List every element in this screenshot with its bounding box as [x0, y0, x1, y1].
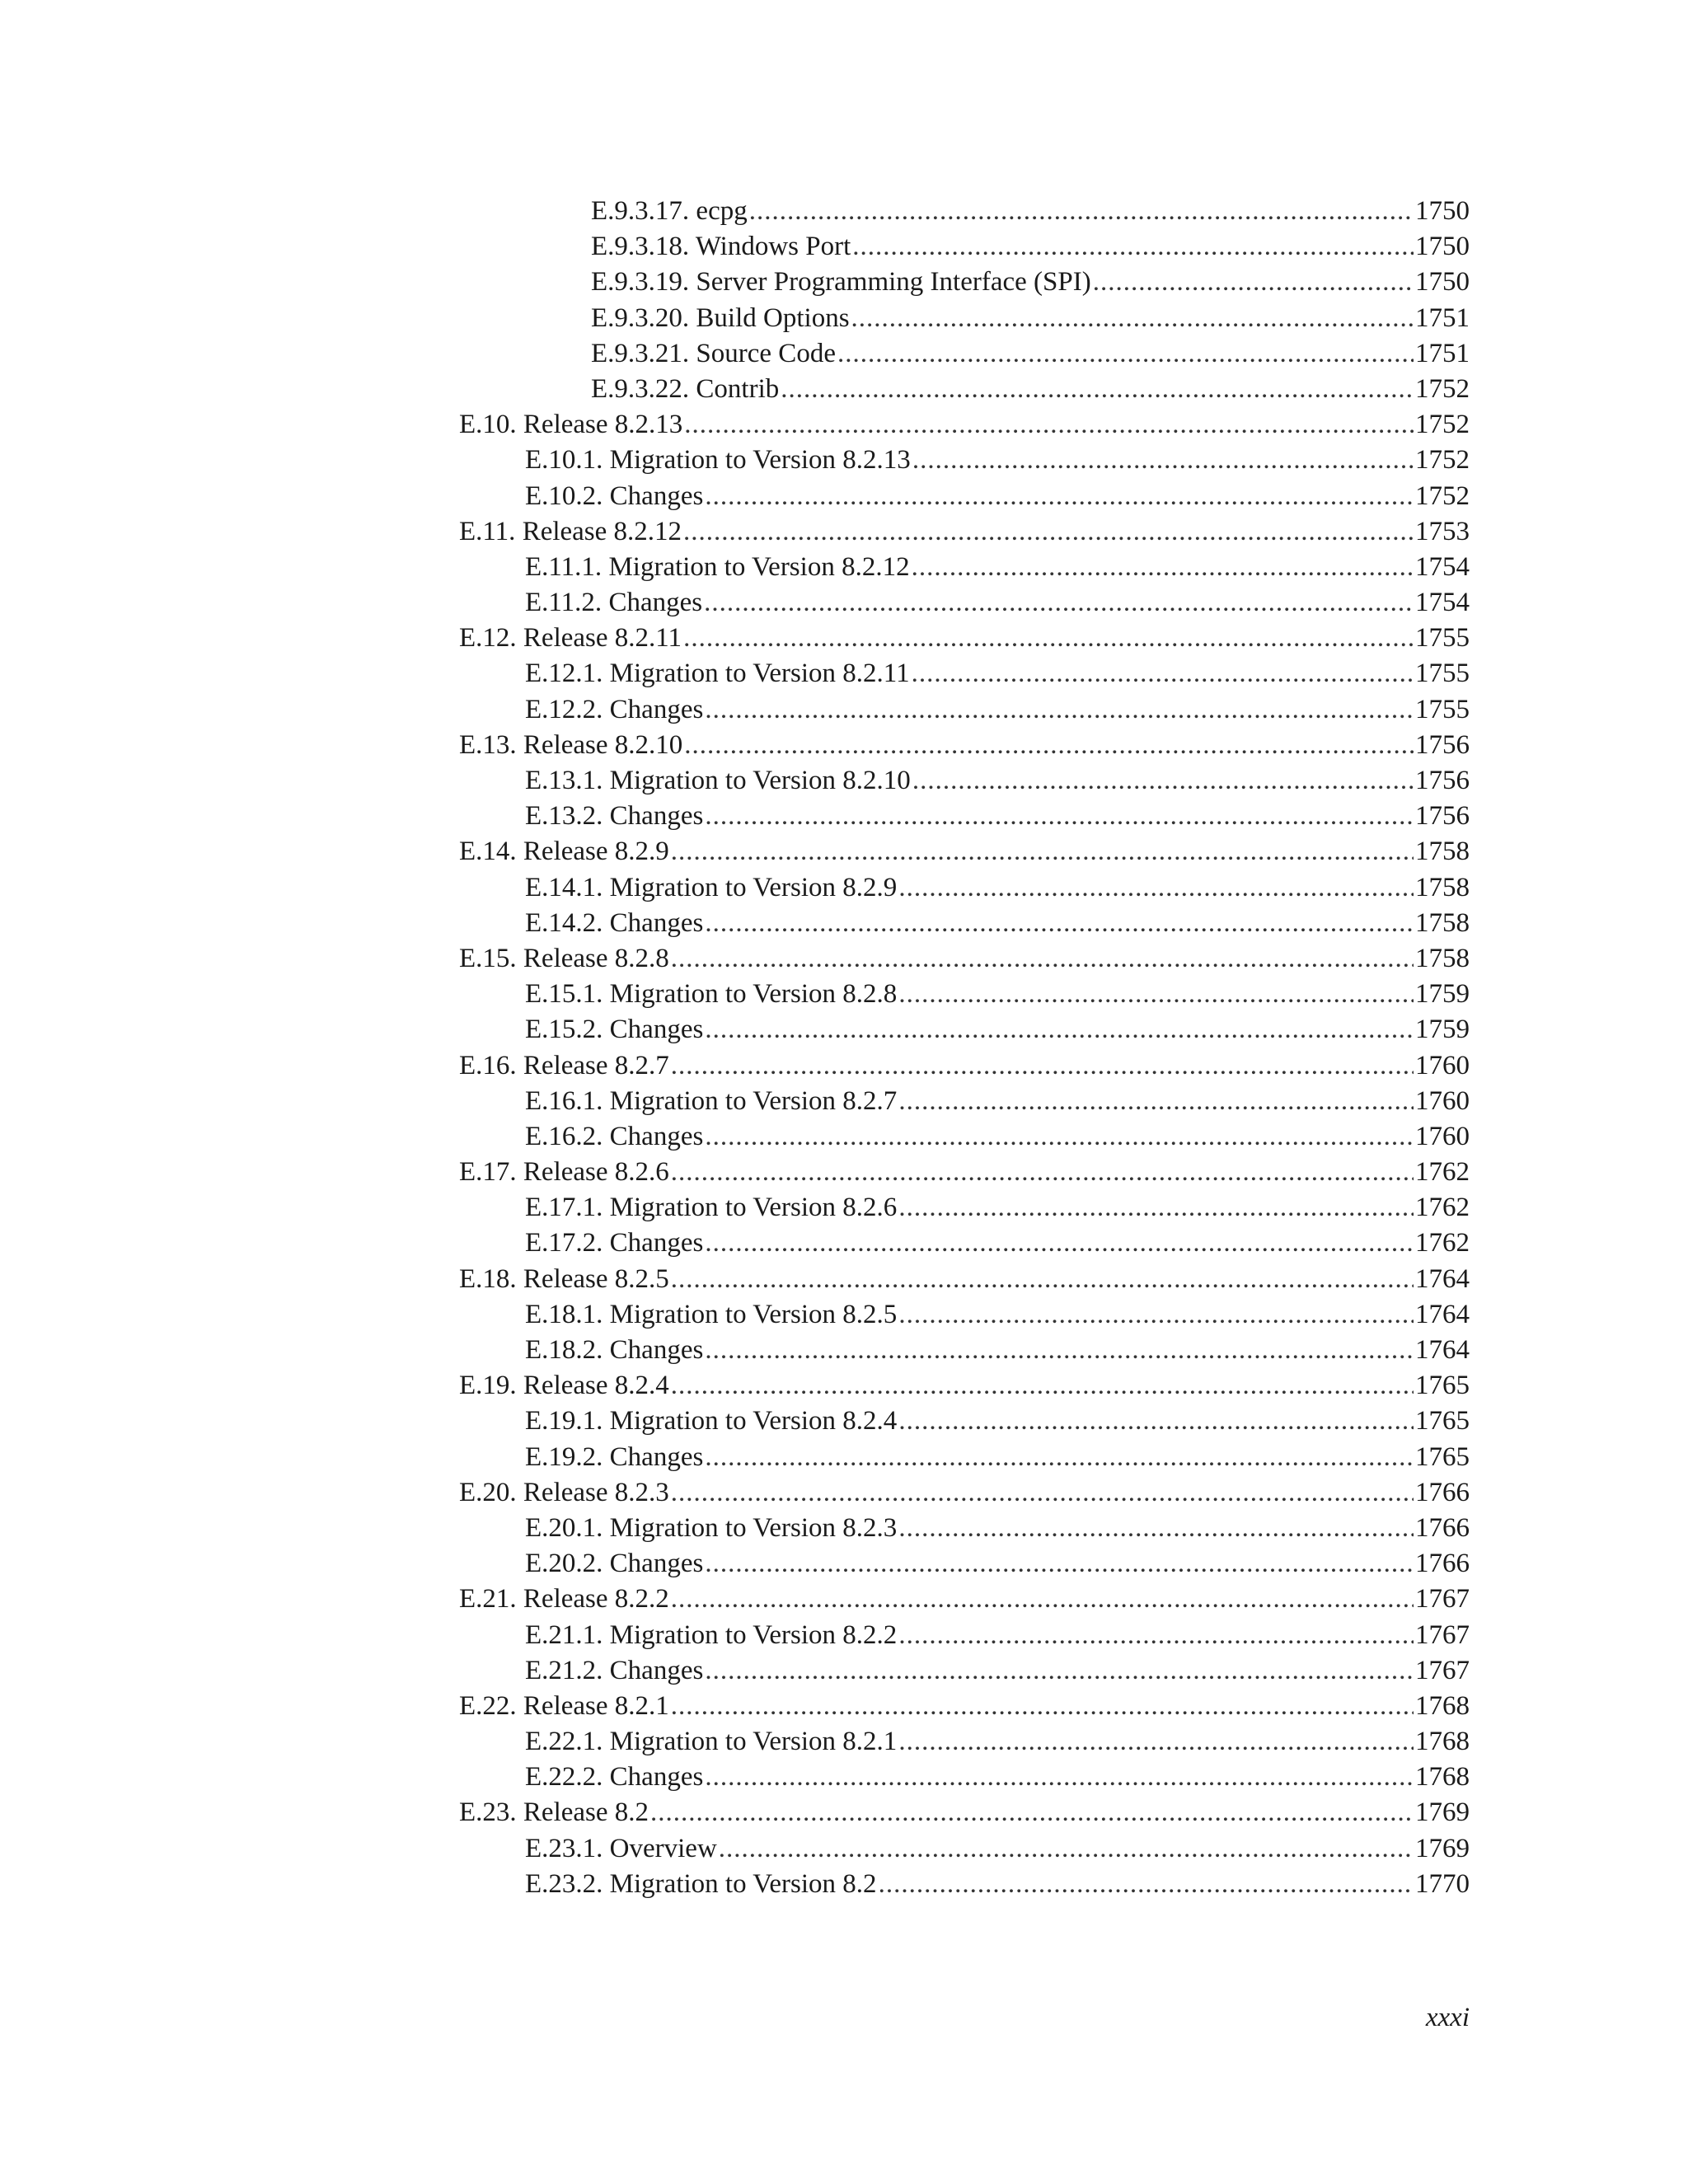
dot-leader — [912, 550, 1414, 585]
toc-entry-number: E.12. — [459, 623, 517, 654]
toc-entry-title: Changes — [608, 588, 703, 618]
toc-entry-title: Release 8.2.3 — [523, 1477, 669, 1507]
toc-entry-label — [525, 799, 703, 834]
toc-entry-number: E.21.2. — [525, 1655, 603, 1685]
toc-entry-title: Release 8.2.7 — [523, 1050, 669, 1080]
toc-entry-number: E.22.2. — [525, 1762, 603, 1793]
dot-leader — [705, 479, 1414, 514]
toc-entry-page-number: 1759 — [1415, 1015, 1470, 1045]
toc-entry-title: Changes — [609, 801, 704, 832]
toc-entry-page-number: 1752 — [1415, 445, 1470, 476]
toc-entry-page-number: 1758 — [1415, 907, 1470, 938]
toc-entry-number: E.23.2. — [525, 1868, 603, 1899]
toc-entry-title: Migration to Version 8.2.1 — [609, 1727, 898, 1757]
toc-entry-label — [459, 514, 682, 550]
toc-entry-number: E.9.3.21. — [591, 338, 690, 368]
toc-entry-page-number: 1770 — [1415, 1868, 1470, 1899]
toc-entry-number: E.16.1. — [525, 1085, 603, 1116]
toc-entry[interactable] — [459, 1048, 1470, 1084]
toc-entry-page-number: 1765 — [1415, 1441, 1470, 1472]
toc-entry-title: Changes — [609, 1335, 704, 1365]
toc-entry-title: Migration to Version 8.2.3 — [609, 1512, 898, 1543]
toc-entry[interactable] — [459, 870, 1470, 906]
toc-entry-label — [525, 1760, 703, 1795]
toc-entry-label — [525, 763, 911, 799]
toc-entry[interactable] — [459, 656, 1470, 691]
toc-entry-number: E.9.3.20. — [591, 302, 690, 333]
toc-entry-number: E.10.2. — [525, 480, 603, 511]
toc-entry-number: E.15. — [459, 943, 517, 973]
toc-entry-title: Changes — [609, 480, 704, 511]
dot-leader — [898, 977, 1414, 1012]
dot-leader — [671, 1475, 1414, 1511]
toc-entry-label — [525, 1831, 717, 1867]
toc-entry[interactable] — [459, 941, 1470, 977]
toc-entry-number: E.11.1. — [525, 551, 603, 582]
dot-leader — [912, 443, 1414, 478]
toc-entry-number: E.13. — [459, 729, 517, 760]
dot-leader — [671, 1155, 1414, 1190]
toc-entry-page-number: 1768 — [1415, 1762, 1470, 1793]
dot-leader — [837, 336, 1414, 372]
toc-entry-title: Release 8.2.1 — [523, 1690, 669, 1721]
toc-entry-page-number: 1752 — [1415, 373, 1470, 404]
dot-leader — [671, 1048, 1414, 1084]
toc-entry-label — [525, 1297, 897, 1333]
toc-entry-page-number: 1760 — [1415, 1121, 1470, 1151]
toc-entry-page-number: 1764 — [1415, 1263, 1470, 1294]
toc-entry-number: E.11. — [459, 516, 516, 546]
dot-leader — [705, 1226, 1414, 1261]
toc-entry-number: E.19.1. — [525, 1406, 603, 1436]
toc-entry-number: E.14.2. — [525, 907, 603, 938]
dot-leader — [1093, 265, 1414, 300]
toc-entry-page-number: 1753 — [1415, 516, 1470, 546]
dot-leader — [898, 1190, 1414, 1226]
toc-entry-label — [525, 1190, 897, 1226]
toc-entry-page-number: 1754 — [1415, 588, 1470, 618]
toc-entry[interactable] — [459, 906, 1470, 941]
toc-entry-label — [525, 977, 897, 1012]
toc-entry-number: E.11.2. — [525, 588, 603, 618]
dot-leader — [705, 1546, 1414, 1582]
toc-entry[interactable] — [459, 977, 1470, 1012]
toc-entry-number: E.9.3.17. — [591, 196, 690, 226]
toc-entry[interactable] — [459, 1333, 1470, 1368]
toc-entry-number: E.17.2. — [525, 1228, 603, 1258]
toc-entry-title: Migration to Version 8.2.4 — [609, 1406, 898, 1436]
toc-entry-title: Release 8.2.9 — [523, 837, 669, 867]
toc-entry-number: E.21.1. — [525, 1619, 603, 1650]
dot-leader — [671, 1582, 1414, 1617]
dot-leader — [898, 1404, 1414, 1439]
toc-entry-number: E.20.1. — [525, 1512, 603, 1543]
toc-entry[interactable] — [459, 443, 1470, 478]
toc-entry-page-number: 1769 — [1415, 1797, 1470, 1828]
toc-entry-label — [525, 1084, 897, 1119]
toc-entry-label — [459, 621, 682, 656]
toc-entry-page-number: 1765 — [1415, 1406, 1470, 1436]
toc-entry-title: Release 8.2.8 — [523, 943, 669, 973]
toc-entry-title: Release 8.2.12 — [522, 516, 682, 546]
toc-entry-page-number: 1752 — [1415, 410, 1470, 440]
toc-entry[interactable] — [459, 1155, 1470, 1190]
toc-entry-page-number: 1756 — [1415, 729, 1470, 760]
toc-entry-title: Release 8.2 — [523, 1797, 649, 1828]
dot-leader — [684, 407, 1414, 443]
toc-entry-page-number: 1766 — [1415, 1512, 1470, 1543]
toc-entry-title: Release 8.2.6 — [523, 1157, 669, 1188]
toc-entry-title: Release 8.2.10 — [523, 729, 683, 760]
toc-entry-label — [591, 301, 850, 336]
toc-entry-label — [525, 1333, 703, 1368]
toc-entry[interactable] — [459, 1582, 1470, 1617]
toc-entry-label — [459, 1689, 669, 1724]
dot-leader — [898, 870, 1414, 906]
toc-entry-page-number: 1768 — [1415, 1727, 1470, 1757]
toc-entry[interactable] — [459, 1475, 1470, 1511]
toc-entry-number: E.18.1. — [525, 1299, 603, 1329]
toc-entry-page-number: 1756 — [1415, 766, 1470, 795]
dot-leader — [671, 1262, 1414, 1297]
dot-leader — [650, 1795, 1414, 1830]
toc-entry[interactable] — [459, 372, 1470, 407]
toc-entry[interactable] — [459, 514, 1470, 550]
toc-entry-page-number: 1751 — [1415, 338, 1470, 368]
toc-entry[interactable] — [459, 1511, 1470, 1546]
toc-entry-page-number: 1764 — [1415, 1299, 1470, 1329]
toc-entry-label — [591, 229, 851, 265]
toc-entry-title: Migration to Version 8.2.11 — [609, 658, 910, 689]
toc-entry-page-number: 1767 — [1415, 1655, 1470, 1685]
toc-entry-title: Changes — [609, 1655, 704, 1685]
dot-leader — [683, 621, 1414, 656]
dot-leader — [683, 514, 1414, 550]
toc-entry-label — [525, 656, 910, 691]
dot-leader — [898, 1618, 1414, 1653]
toc-entry-number: E.21. — [459, 1584, 517, 1615]
toc-entry-title: Migration to Version 8.2.12 — [608, 551, 910, 582]
toc-entry-page-number: 1766 — [1415, 1549, 1470, 1579]
toc-entry-number: E.13.2. — [525, 801, 603, 832]
toc-entry-label — [459, 1475, 669, 1511]
toc-entry-page-number: 1758 — [1415, 872, 1470, 902]
toc-entry-page-number: 1750 — [1415, 267, 1470, 298]
toc-entry[interactable] — [459, 621, 1470, 656]
toc-entry-title: Release 8.2.2 — [523, 1584, 669, 1615]
toc-entry-page-number: 1754 — [1415, 551, 1470, 582]
toc-entry-number: E.9.3.19. — [591, 267, 690, 298]
toc-entry-number: E.10.1. — [525, 445, 603, 476]
toc-entry-number: E.15.2. — [525, 1015, 603, 1045]
toc-entry[interactable] — [459, 1546, 1470, 1582]
dot-leader — [898, 1724, 1414, 1760]
toc-entry-number: E.17. — [459, 1157, 517, 1188]
toc-entry-label — [525, 1226, 703, 1261]
toc-entry-page-number: 1765 — [1415, 1371, 1470, 1401]
toc-entry-label — [525, 906, 703, 941]
toc-entry-label — [525, 1404, 897, 1439]
toc-entry-label — [525, 692, 703, 728]
toc-entry-number: E.15.1. — [525, 979, 603, 1010]
dot-leader — [671, 1689, 1414, 1724]
toc-entry-page-number: 1760 — [1415, 1085, 1470, 1116]
toc-entry[interactable] — [459, 1440, 1470, 1475]
toc-entry-label — [525, 870, 897, 906]
toc-entry-page-number: 1768 — [1415, 1690, 1470, 1721]
toc-entry[interactable] — [459, 1724, 1470, 1760]
toc-entry[interactable] — [459, 1084, 1470, 1119]
toc-entry-title: Release 8.2.4 — [523, 1371, 669, 1401]
dot-leader — [719, 1831, 1414, 1867]
toc-entry-page-number: 1760 — [1415, 1050, 1470, 1080]
toc-entry-label — [591, 336, 836, 372]
toc-entry[interactable] — [459, 585, 1470, 621]
dot-leader — [671, 1368, 1414, 1404]
toc-entry-page-number: 1766 — [1415, 1477, 1470, 1507]
toc-entry-title: Overview — [609, 1833, 717, 1863]
toc-entry-title: Changes — [609, 1441, 704, 1472]
toc-entry-number: E.19. — [459, 1371, 517, 1401]
toc-entry-number: E.14. — [459, 837, 517, 867]
toc-entry-number: E.18.2. — [525, 1335, 603, 1365]
toc-entry-title: Migration to Version 8.2.8 — [609, 979, 898, 1010]
toc-entry[interactable] — [459, 407, 1470, 443]
toc-entry-page-number: 1762 — [1415, 1157, 1470, 1188]
dot-leader — [705, 1119, 1414, 1155]
toc-entry[interactable] — [459, 1689, 1470, 1724]
toc-entry-page-number: 1755 — [1415, 694, 1470, 724]
toc-entry-page-number: 1752 — [1415, 480, 1470, 511]
toc-entry[interactable] — [459, 1119, 1470, 1155]
toc-entry-number: E.12.2. — [525, 694, 603, 724]
toc-entry[interactable] — [459, 834, 1470, 869]
toc-entry[interactable] — [459, 194, 1470, 229]
toc-entry-number: E.9.3.18. — [591, 232, 690, 262]
toc-entry[interactable] — [459, 1618, 1470, 1653]
toc-entry-title: Changes — [609, 1228, 704, 1258]
toc-entry-label — [525, 550, 910, 585]
toc-entry-label — [525, 443, 911, 478]
toc-entry-page-number: 1767 — [1415, 1584, 1470, 1615]
toc-entry-number: E.18. — [459, 1263, 517, 1294]
dot-leader — [705, 1440, 1414, 1475]
toc-entry-page-number: 1764 — [1415, 1335, 1470, 1365]
toc-entry-title: Release 8.2.11 — [523, 623, 682, 654]
toc-entry-title: Changes — [609, 1015, 704, 1045]
toc-entry-title: Server Programming Interface (SPI) — [696, 267, 1091, 298]
toc-entry-label — [525, 1546, 703, 1582]
toc-entry-label — [459, 728, 682, 763]
toc-entry-title: Migration to Version 8.2.6 — [609, 1193, 898, 1223]
dot-leader — [684, 728, 1414, 763]
toc-entry-number: E.20. — [459, 1477, 517, 1507]
toc-entry[interactable] — [459, 692, 1470, 728]
toc-entry-title: Changes — [609, 694, 704, 724]
dot-leader — [879, 1867, 1414, 1902]
toc-entry[interactable] — [459, 1262, 1470, 1297]
toc-entry-label — [525, 1012, 703, 1047]
toc-entry-number: E.13.1. — [525, 766, 603, 795]
toc-entry-title: Changes — [609, 1762, 704, 1793]
toc-entry-title: Migration to Version 8.2.5 — [609, 1299, 898, 1329]
page-number: xxxi — [1425, 2003, 1470, 2032]
toc-entry-number: E.17.1. — [525, 1193, 603, 1223]
toc-entry[interactable] — [459, 265, 1470, 300]
toc-entry[interactable] — [459, 1831, 1470, 1867]
toc-entry-label — [591, 265, 1091, 300]
dot-leader — [851, 301, 1414, 336]
toc-entry[interactable] — [459, 229, 1470, 265]
toc-entry-page-number: 1750 — [1415, 232, 1470, 262]
dot-leader — [912, 763, 1414, 799]
toc-entry-page-number: 1758 — [1415, 943, 1470, 973]
toc-entry-label — [525, 479, 703, 514]
toc-entry[interactable] — [459, 1404, 1470, 1439]
dot-leader — [671, 834, 1414, 869]
dot-leader — [912, 656, 1414, 691]
toc-entry-label — [525, 1119, 703, 1155]
toc-entry-number: E.14.1. — [525, 872, 603, 902]
toc-entry-page-number: 1755 — [1415, 658, 1470, 689]
dot-leader — [898, 1084, 1414, 1119]
toc-entry-label — [591, 372, 779, 407]
toc-entry-title: Migration to Version 8.2.7 — [609, 1085, 898, 1116]
dot-leader — [705, 1012, 1414, 1047]
dot-leader — [705, 1333, 1414, 1368]
toc-entry-label — [459, 1262, 669, 1297]
dot-leader — [704, 585, 1414, 621]
toc-entry[interactable] — [459, 799, 1470, 834]
toc-entry-title: Migration to Version 8.2.10 — [609, 766, 911, 795]
toc-entry-label — [459, 1368, 669, 1404]
toc-entry-title: Changes — [609, 1121, 704, 1151]
toc-entry-label — [525, 585, 702, 621]
toc-entry-page-number: 1759 — [1415, 979, 1470, 1010]
toc-entry-number: E.23.1. — [525, 1833, 603, 1863]
toc-entry-title: Migration to Version 8.2.9 — [609, 872, 898, 902]
toc-entry-label — [525, 1867, 877, 1902]
toc-entry-label — [591, 194, 748, 229]
toc-entry-title: Release 8.2.5 — [523, 1263, 669, 1294]
toc-entry-label — [459, 941, 669, 977]
toc-entry[interactable] — [459, 1012, 1470, 1047]
toc-entry-number: E.12.1. — [525, 658, 603, 689]
dot-leader — [749, 194, 1414, 229]
toc-entry-title: Contrib — [696, 373, 780, 404]
toc-entry-title: Build Options — [696, 302, 850, 333]
dot-leader — [671, 941, 1414, 977]
toc-entry-number: E.10. — [459, 410, 517, 440]
toc-entry-label — [525, 1440, 703, 1475]
toc-entry-page-number: 1769 — [1415, 1833, 1470, 1863]
toc-entry-label — [459, 1155, 669, 1190]
toc-entry[interactable] — [459, 1795, 1470, 1830]
dot-leader — [852, 229, 1414, 265]
dot-leader — [705, 1760, 1414, 1795]
toc-entry-number: E.16. — [459, 1050, 517, 1080]
toc-entry-page-number: 1751 — [1415, 302, 1470, 333]
toc-entry-number: E.9.3.22. — [591, 373, 690, 404]
toc-entry-title: Changes — [609, 1549, 704, 1579]
toc-entry-label — [525, 1618, 897, 1653]
toc-entry-title: Migration to Version 8.2.2 — [609, 1619, 898, 1650]
toc-entry[interactable] — [459, 1226, 1470, 1261]
toc-entry[interactable] — [459, 763, 1470, 799]
toc-entry-page-number: 1758 — [1415, 837, 1470, 867]
dot-leader — [898, 1297, 1414, 1333]
toc-entry[interactable] — [459, 301, 1470, 336]
toc-entry-number: E.19.2. — [525, 1441, 603, 1472]
toc-entry-label — [525, 1724, 897, 1760]
toc-entry-label — [459, 1582, 669, 1617]
toc-entry[interactable] — [459, 1297, 1470, 1333]
dot-leader — [781, 372, 1414, 407]
toc-entry[interactable] — [459, 1368, 1470, 1404]
toc-entry-number: E.23. — [459, 1797, 517, 1828]
toc-entry-number: E.22. — [459, 1690, 517, 1721]
toc-entry[interactable] — [459, 1653, 1470, 1689]
toc-entry-page-number: 1750 — [1415, 196, 1470, 226]
toc-entry-page-number: 1755 — [1415, 623, 1470, 654]
toc-entry[interactable] — [459, 1190, 1470, 1226]
toc-entry-page-number: 1762 — [1415, 1193, 1470, 1223]
toc-entry-title: Migration to Version 8.2.13 — [609, 445, 911, 476]
dot-leader — [705, 1653, 1414, 1689]
toc-entry-number: E.22.1. — [525, 1727, 603, 1757]
toc-entry[interactable] — [459, 728, 1470, 763]
toc-entry-label — [525, 1511, 897, 1546]
toc-entry[interactable] — [459, 336, 1470, 372]
toc-entry[interactable] — [459, 1867, 1470, 1902]
toc-entry-title: Windows Port — [695, 232, 851, 262]
toc-entry[interactable] — [459, 550, 1470, 585]
toc-entry-title: Release 8.2.13 — [523, 410, 683, 440]
toc-entry-title: Changes — [609, 907, 704, 938]
toc-entry-page-number: 1762 — [1415, 1228, 1470, 1258]
toc-entry-title: Migration to Version 8.2 — [609, 1868, 877, 1899]
toc-entry-label — [459, 834, 669, 869]
toc-entry-label — [459, 1795, 649, 1830]
dot-leader — [898, 1511, 1414, 1546]
toc-entry-label — [459, 407, 682, 443]
toc-entry-title: Source Code — [696, 338, 836, 368]
dot-leader — [705, 799, 1414, 834]
dot-leader — [705, 906, 1414, 941]
toc-entry-label — [525, 1653, 703, 1689]
toc-entry[interactable] — [459, 479, 1470, 514]
toc-entry[interactable] — [459, 1760, 1470, 1795]
toc-entry-page-number: 1756 — [1415, 801, 1470, 832]
toc-entry-label — [459, 1048, 669, 1084]
toc-entry-title: ecpg — [696, 196, 748, 226]
dot-leader — [705, 692, 1414, 728]
toc-entry-number: E.20.2. — [525, 1549, 603, 1579]
toc-entry-page-number: 1767 — [1415, 1619, 1470, 1650]
table-of-contents — [459, 194, 1470, 1902]
toc-entry-number: E.16.2. — [525, 1121, 603, 1151]
